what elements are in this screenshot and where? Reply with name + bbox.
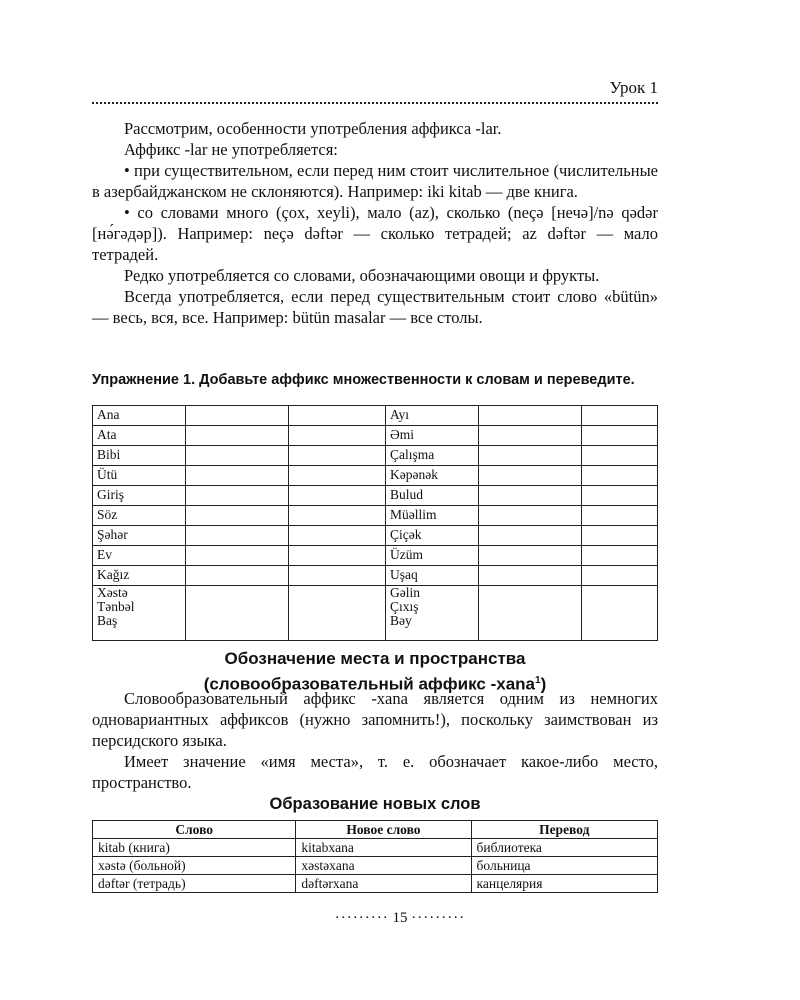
answer-cell[interactable] [582, 586, 658, 641]
answer-cell[interactable] [289, 506, 386, 526]
word-cell: Şəhər [93, 526, 186, 546]
words-header-cell: Новое слово [296, 821, 471, 839]
words-header-cell: Слово [93, 821, 296, 839]
answer-cell[interactable] [582, 426, 658, 446]
answer-cell[interactable] [289, 406, 386, 426]
table-cell: больница [471, 857, 657, 875]
exercise-table [92, 405, 658, 641]
answer-cell[interactable] [582, 446, 658, 466]
word-line: Baş [97, 613, 118, 628]
answer-cell[interactable] [479, 586, 582, 641]
answer-cell[interactable] [479, 546, 582, 566]
word-line: Çıxış [390, 599, 419, 614]
word-line: Xəstə [97, 585, 128, 600]
intro-paragraph: • при существительном, если перед ним стоит числительное (числительные в азербайджанском не склоняются). Например: iki kitab — две книга. [92, 161, 658, 201]
answer-cell[interactable] [582, 526, 658, 546]
word-cell [93, 586, 186, 641]
table-row [93, 486, 658, 506]
table-row [93, 506, 658, 526]
answer-cell[interactable] [289, 446, 386, 466]
answer-cell[interactable] [582, 506, 658, 526]
table-cell: dəftər (тетрадь) [93, 875, 296, 893]
answer-cell[interactable] [186, 586, 289, 641]
page-header [92, 78, 658, 104]
footer-dots-left: ········· [334, 910, 389, 926]
word-cell: Uşaq [386, 566, 479, 586]
table-row [93, 566, 658, 586]
footnote-marker: 1 [535, 675, 541, 686]
answer-cell[interactable] [289, 526, 386, 546]
word-cell: Ana [93, 406, 186, 426]
intro-paragraph: • со словами много (çox, xeyli), мало (az), сколько (neçə [нечə]/nə qədər [нə́гəдəр]). Например: neçə dəftər — сколько тетрадей; az dəftər — мало тетрадей. [92, 203, 658, 264]
answer-cell[interactable] [479, 406, 582, 426]
exercise-title: Упражнение 1. Добавьте аффикс множественности к словам и переведите. [92, 372, 635, 388]
intro-paragraph: Всегда употребляется, если перед существительным стоит слово «bütün» — весь, вся, все. Например: bütün masalar — все столы. [92, 287, 658, 327]
words-header-row [93, 821, 658, 839]
table-row [93, 406, 658, 426]
table-cell: xəstə (больной) [93, 857, 296, 875]
word-line: Tənbəl [97, 599, 135, 614]
answer-cell[interactable] [289, 566, 386, 586]
word-cell: Üzüm [386, 546, 479, 566]
page-number: 15 [392, 910, 408, 926]
words-table-title: Образование новых слов [269, 795, 481, 813]
section-text [92, 688, 658, 793]
table-cell: kitab (книга) [93, 839, 296, 857]
word-cell: Ütü [93, 466, 186, 486]
word-cell: Kəpənək [386, 466, 479, 486]
answer-cell[interactable] [186, 466, 289, 486]
answer-cell[interactable] [479, 426, 582, 446]
section-paragraph: Имеет значение «имя места», т. е. обозначает какое-либо место, пространство. [92, 752, 658, 792]
answer-cell[interactable] [479, 506, 582, 526]
table-row [93, 586, 658, 641]
word-cell: Giriş [93, 486, 186, 506]
lesson-label: Урок 1 [609, 78, 658, 97]
section-title-close: ) [540, 674, 547, 694]
table-row [93, 446, 658, 466]
answer-cell[interactable] [479, 466, 582, 486]
page-footer [0, 910, 800, 927]
table-row [93, 875, 658, 893]
table-row [93, 526, 658, 546]
answer-cell[interactable] [186, 446, 289, 466]
table-row [93, 839, 658, 857]
answer-cell[interactable] [186, 546, 289, 566]
answer-cell[interactable] [582, 486, 658, 506]
answer-cell[interactable] [289, 466, 386, 486]
answer-cell[interactable] [582, 546, 658, 566]
answer-cell[interactable] [289, 586, 386, 641]
word-cell: Ata [93, 426, 186, 446]
answer-cell[interactable] [582, 466, 658, 486]
intro-text [92, 118, 658, 328]
answer-cell[interactable] [289, 426, 386, 446]
words-table [92, 820, 658, 893]
words-header-cell: Перевод [471, 821, 657, 839]
word-line: Bəy [390, 613, 412, 628]
answer-cell[interactable] [289, 486, 386, 506]
table-row [93, 466, 658, 486]
table-cell: dəftərxana [296, 875, 471, 893]
word-cell: Müəllim [386, 506, 479, 526]
answer-cell[interactable] [186, 486, 289, 506]
word-cell: Əmi [386, 426, 479, 446]
word-cell: Ev [93, 546, 186, 566]
intro-paragraph: Аффикс -lar не употребляется: [124, 140, 338, 159]
word-cell: Çalışma [386, 446, 479, 466]
answer-cell[interactable] [479, 486, 582, 506]
table-cell: канцелярия [471, 875, 657, 893]
section-title-line2-text: (словообразовательный аффикс -xana [203, 674, 535, 694]
footer-dots-right: ········· [411, 910, 466, 926]
answer-cell[interactable] [479, 526, 582, 546]
section-paragraph: Словообразовательный аффикс -xana является одним из немногих одновариантных аффиксов (нужно запомнить!), поскольку заимствован из персидского языка. [92, 689, 658, 750]
table-row [93, 426, 658, 446]
table-row [93, 857, 658, 875]
answer-cell[interactable] [186, 406, 289, 426]
word-cell: Ayı [386, 406, 479, 426]
answer-cell[interactable] [479, 566, 582, 586]
answer-cell[interactable] [582, 406, 658, 426]
table-cell: библиотека [471, 839, 657, 857]
answer-cell[interactable] [186, 506, 289, 526]
answer-cell[interactable] [186, 526, 289, 546]
intro-paragraph: Рассмотрим, особенности употребления аффикса -lar. [124, 119, 502, 138]
answer-cell[interactable] [582, 566, 658, 586]
answer-cell[interactable] [186, 566, 289, 586]
table-cell: kitabxana [296, 839, 471, 857]
answer-cell[interactable] [479, 446, 582, 466]
word-cell [386, 586, 479, 641]
section-title-line1: Обозначение места и пространства [224, 649, 526, 668]
word-cell: Kağız [93, 566, 186, 586]
answer-cell[interactable] [289, 546, 386, 566]
word-line: Gəlin [390, 585, 420, 600]
table-row [93, 546, 658, 566]
word-cell: Bibi [93, 446, 186, 466]
table-cell: xəstəxana [296, 857, 471, 875]
intro-paragraph: Редко употребляется со словами, обозначающими овощи и фрукты. [124, 266, 600, 285]
word-cell: Söz [93, 506, 186, 526]
answer-cell[interactable] [186, 426, 289, 446]
word-cell: Bulud [386, 486, 479, 506]
word-cell: Çiçək [386, 526, 479, 546]
